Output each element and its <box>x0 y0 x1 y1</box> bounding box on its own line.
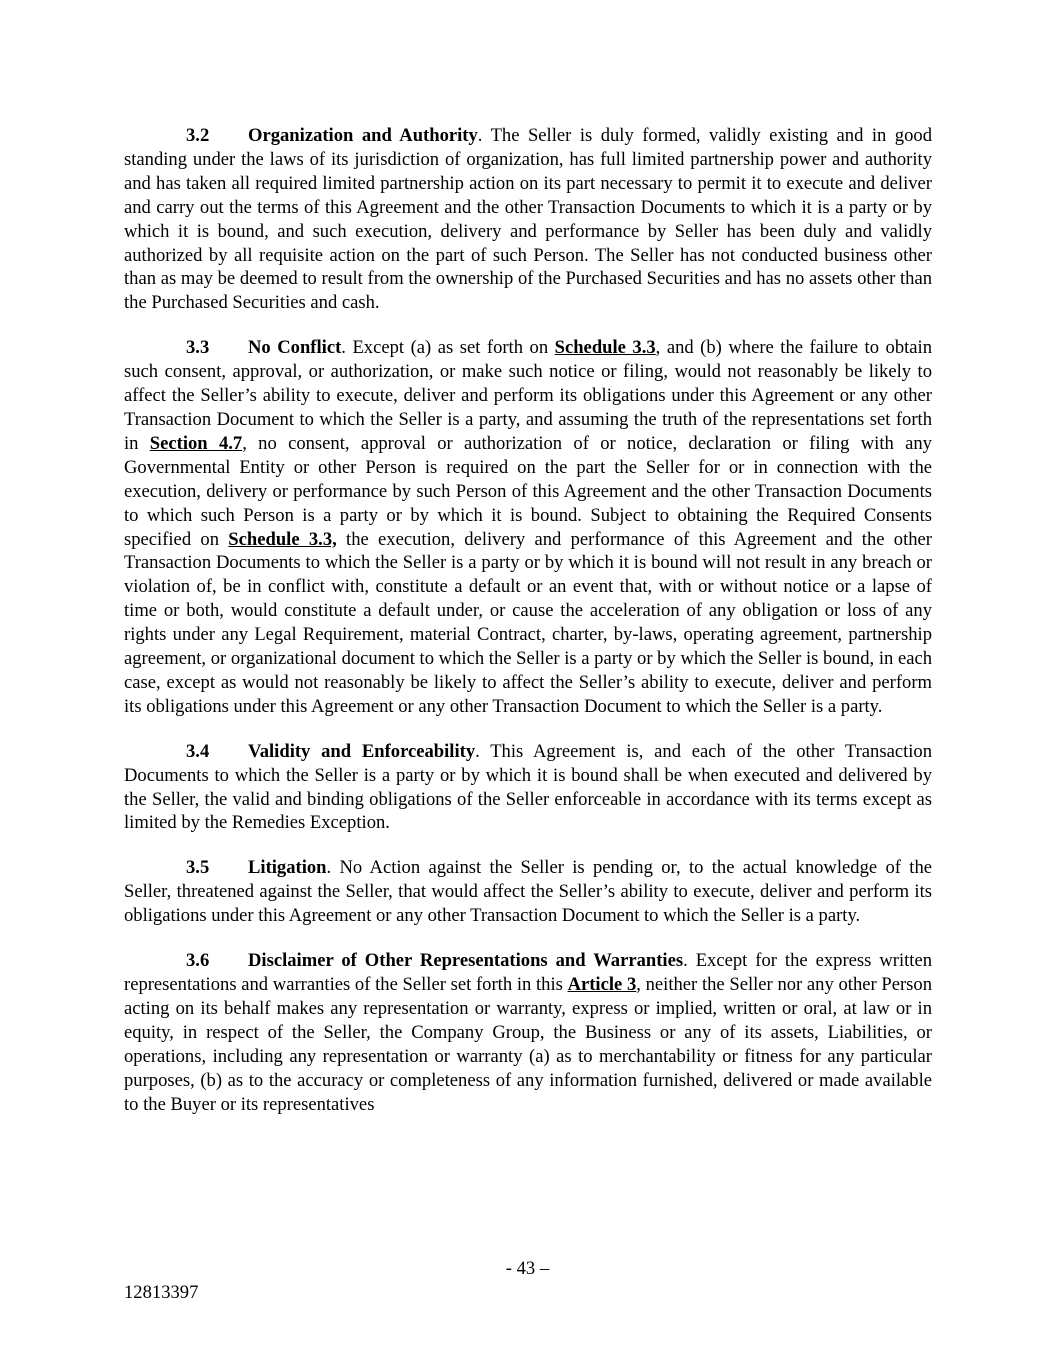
section-3-5 <box>124 856 932 928</box>
section-text: . This Agreement is, and each of the other Transaction Documents to which the Seller is a party or by which it is bound shall be when executed and delivered by the Seller, the valid and binding obligations of the Seller enforceable in accordance with its terms except as limited by the Remedies Exception. <box>124 740 933 834</box>
section-3-3 <box>124 336 932 719</box>
section-heading: No Conflict <box>248 337 342 359</box>
page-number: - 43 – <box>505 1258 550 1279</box>
section-number: 3.6 <box>186 950 210 972</box>
schedule-3-3-reference: Schedule 3.3, <box>228 528 337 550</box>
section-3-4 <box>124 740 932 836</box>
section-3-2 <box>124 124 932 315</box>
section-number: 3.5 <box>186 857 210 879</box>
section-number: 3.2 <box>186 125 210 146</box>
section-number: 3.3 <box>186 337 210 359</box>
section-4-7-reference: Section 4.7 <box>149 432 243 454</box>
document-page <box>124 124 932 1137</box>
section-heading: Validity and Enforceability <box>248 740 476 762</box>
section-text: . The Seller is duly formed, validly existing and in good standing under the laws of its jurisdiction of organization, has full limited partnership power and authority and has taken all required limited partnership action on its part necessary to permit it to execute and deliver and carry out the terms of this Agreement and the other Transaction Documents to which it is a party or by which it is bound, and such execution, delivery and performance by Seller has been duly and validly authorized by all requisite action on the part of such Person. The Seller has not conducted business other than as may be deemed to result from the ownership of the Purchased Securities and has no assets other than the Purchased Securities and cash. <box>124 125 932 314</box>
section-text: , neither the Seller nor any other Person acting on its behalf makes any representation or warranty, express or implied, written or oral, at law or in equity, in respect of the Seller, the Company Group, the Business or any of its assets, Liabilities, or operations, including any representation or warranty (a) as to merchantability or fitness for any particular purposes, (b) as to the accuracy or completeness of any information furnished, delivered or made available to the Buyer or its representatives <box>124 974 933 1115</box>
section-text: . Except (a) as set forth on <box>341 337 555 359</box>
document-id: 12813397 <box>124 1282 199 1303</box>
section-text: , and (b) where the failure to obtain such consent, approval, or authorization, or make such notice or filing, would not reasonably be likely to affect the Seller’s ability to execute, deliver and perform its obligations under this Agreement or any other Transaction Document to which the Seller is a party, and assuming the truth of the representations set forth in <box>124 337 932 454</box>
section-text: . No Action against the Seller is pending or, to the actual knowledge of the Seller, threatened against the Seller, that would affect the Seller’s ability to execute, deliver and perform its obligations under this Agreement or any other Transaction Document to which the Seller is a party. <box>124 857 932 927</box>
section-text: , no consent, approval or authorization of or notice, declaration or filing with any Governmental Entity or other Person is required on the part the Seller for or in connection with the execution, delivery or performance by such Person of this Agreement and the other Transaction Documents to which such Person is a party or by which it is bound. Subject to obtaining the Required Consents specified on <box>124 432 932 550</box>
section-heading: Litigation <box>248 857 327 879</box>
section-3-6 <box>124 949 932 1116</box>
section-text: the execution, delivery and performance of this Agreement and the other Transaction Documents to which the Seller is a party or by which it is bound will not result in any breach or violation of, be in conflict with, constitute a default or an event that, with or without notice or a lapse of time or both, would constitute a default under, or cause the acceleration of any obligation or loss of any rights under any Legal Requirement, material Contract, charter, by-laws, operating agreement, partnership agreement, or organizational document to which the Seller is a party or by which the Seller is bound, in each case, except as would not reasonably be likely to affect the Seller’s ability to execute, deliver and perform its obligations under this Agreement or any other Transaction Document to which the Seller is a party. <box>124 528 932 717</box>
section-number: 3.4 <box>186 740 210 762</box>
section-text: . Except for the express written representations and warranties of the Seller set forth in this <box>124 950 932 995</box>
section-heading: Disclaimer of Other Representations and Warranties <box>248 950 684 972</box>
schedule-3-3-reference: Schedule 3.3 <box>554 337 656 359</box>
section-heading: Organization and Authority <box>248 125 478 146</box>
article-3-reference: Article 3 <box>567 974 637 995</box>
